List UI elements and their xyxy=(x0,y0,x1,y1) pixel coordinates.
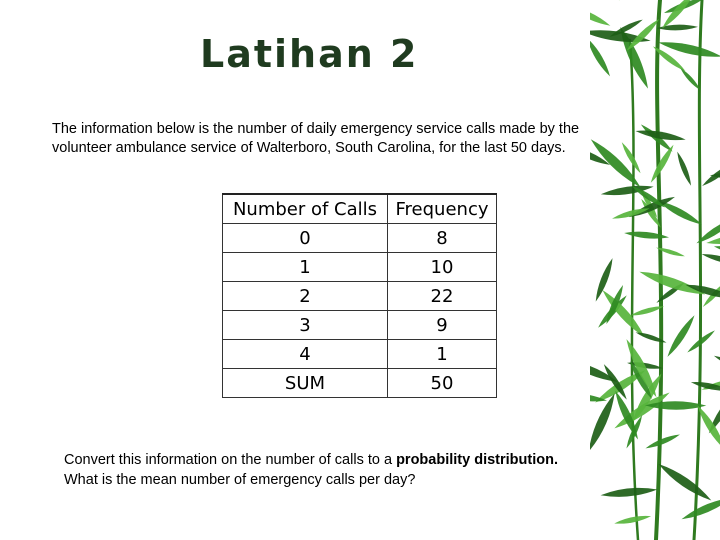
table-sum-row xyxy=(223,369,497,398)
table-cell-frequency: 1 xyxy=(388,340,497,369)
bamboo-leaf xyxy=(656,460,714,504)
bamboo-leaf xyxy=(590,36,613,78)
table-cell-frequency: 22 xyxy=(388,282,497,311)
table-cell-sum-value: 50 xyxy=(388,369,497,398)
column-header-frequency: Frequency xyxy=(388,194,497,224)
bamboo-leaf xyxy=(665,313,698,358)
question-text xyxy=(64,450,644,490)
table-row xyxy=(223,311,497,340)
bamboo-leaf xyxy=(680,494,720,522)
bamboo-leaf xyxy=(713,353,720,373)
table-cell-sum-label: SUM xyxy=(223,369,388,398)
bamboo-leaf xyxy=(614,514,652,527)
bamboo-leaf xyxy=(645,432,681,451)
bamboo-leaf xyxy=(590,3,612,29)
table-cell-calls: 2 xyxy=(223,282,388,311)
column-header-calls: Number of Calls xyxy=(223,194,388,224)
bamboo-leaf xyxy=(600,485,658,499)
question-line2: What is the mean number of emergency calls per day? xyxy=(64,472,416,488)
table-cell-calls: 0 xyxy=(223,224,388,253)
table-cell-frequency: 10 xyxy=(388,253,497,282)
intro-text: The information below is the number of daily emergency service calls made by the volunteer ambulance service of Walterboro, South Carolina, for the last 50 days. xyxy=(52,121,580,156)
table-cell-calls: 4 xyxy=(223,340,388,369)
bamboo-leaf xyxy=(624,230,669,241)
bamboo-leaf xyxy=(593,257,616,303)
table-row xyxy=(223,253,497,282)
bamboo-leaf xyxy=(701,160,720,188)
bamboo-leaf xyxy=(616,0,652,3)
bamboo-leaf xyxy=(690,379,720,393)
table-row xyxy=(223,224,497,253)
bamboo-leaf xyxy=(675,151,694,187)
bamboo-leaf xyxy=(648,143,676,184)
table-row xyxy=(223,340,497,369)
bamboo-decoration xyxy=(590,0,720,540)
slide-title: Latihan 2 xyxy=(200,32,419,76)
table-cell-calls: 1 xyxy=(223,253,388,282)
bamboo-leaf xyxy=(701,252,720,267)
question-line1-bold: probability distribution. xyxy=(396,452,558,468)
table-row xyxy=(223,282,497,311)
table-cell-calls: 3 xyxy=(223,311,388,340)
table-header-row xyxy=(223,194,497,224)
frequency-table xyxy=(222,193,497,398)
table-cell-frequency: 9 xyxy=(388,311,497,340)
question-line1-prefix: Convert this information on the number of calls to a xyxy=(64,452,397,468)
table-cell-frequency: 8 xyxy=(388,224,497,253)
